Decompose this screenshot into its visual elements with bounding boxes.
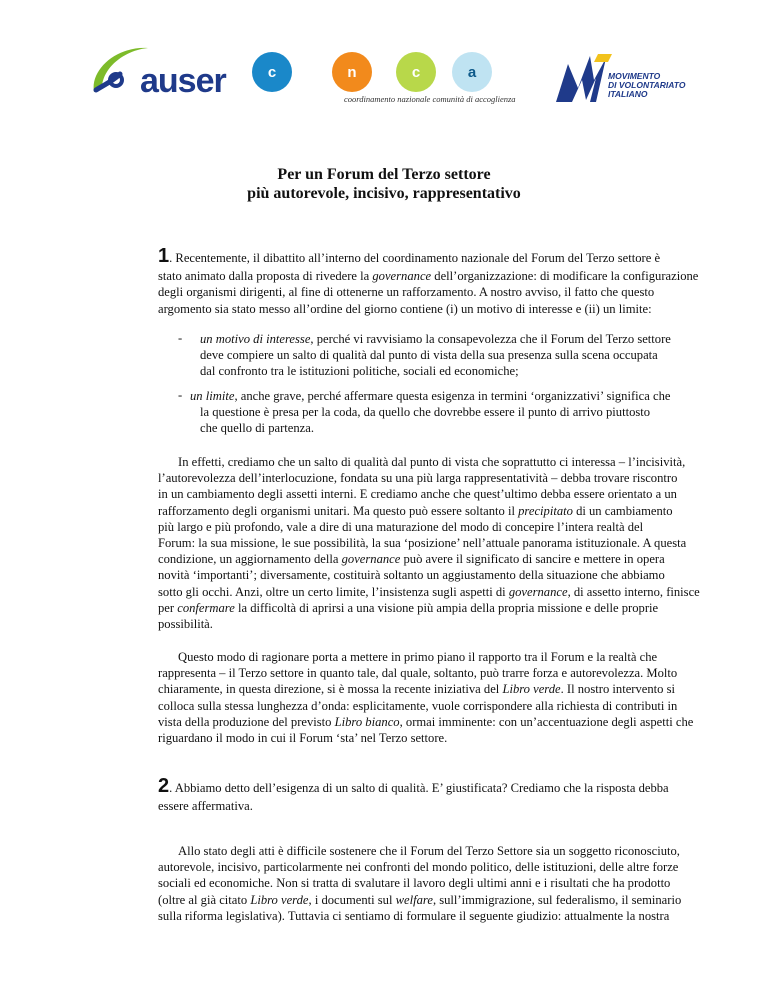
s1p2-governance: governance [341, 552, 401, 567]
s1p2-line9 [158, 584, 700, 600]
section1-paragraph2 [158, 454, 700, 632]
s1p2-l4b: di un cambiamento [572, 503, 673, 518]
section1-number: 1 [158, 245, 170, 267]
bullet2-emph: un limite [190, 389, 235, 403]
s1p3-l3a: chiaramente, in questa direzione, si è mossa la recente iniziativa del [158, 682, 503, 697]
s1p2-l9b: , di assetto interno, finisce [567, 584, 700, 599]
mvi-text-line1: MOVIMENTO [608, 71, 661, 81]
s2p2-l4a: (oltre al già citato [158, 892, 251, 907]
s1p3-l3b: . Il nostro intervento si [560, 682, 676, 697]
s1p2-line4 [158, 503, 673, 519]
s1p2-line7 [158, 551, 665, 567]
s1p3-l5b: , ormai imminente: con un’accentuazione degli aspetti che [399, 714, 694, 729]
bullet1-marker: - [178, 331, 183, 345]
mvi-mark-icon [554, 50, 614, 108]
mvi-text-line2: DI VOLONTARIATO [608, 80, 686, 90]
section2-line1-text: . Abbiamo detto dell’esigenza di un salto di qualità. E’ giustificata? Crediamo che la risposta debba [169, 781, 669, 795]
s1p2-l9a: sotto gli occhi. Anzi, oltre un certo limite, l’insistenza sugli aspetti di [158, 584, 509, 599]
s1p2-l7b: può avere il significato di sancire e mettere in opera [400, 552, 665, 567]
s1p2-line11: possibilità. [158, 617, 213, 632]
section2-line2: essere affermativa. [158, 799, 253, 814]
s2p2-l4c: , sull’immigrazione, sul federalismo, il seminario [432, 892, 682, 907]
section1-line4: argomento sia stato messo all’ordine del giorno contiene (i) un motivo di interesse e (ii) un limite: [158, 301, 652, 316]
s1l2-b: dell’organizzazione: di modificare la configurazione [431, 269, 699, 284]
bullet1-emph: un motivo di interesse [200, 332, 311, 346]
s1p2-line10 [158, 600, 659, 616]
s1p2-confermare: confermare [177, 600, 235, 615]
s1p2-l4a: rafforzamento degli organismi unitari. Ma questo può essere soltanto il [158, 503, 519, 518]
document-title-line1: Per un Forum del Terzo settore [277, 166, 491, 183]
cnca-letter-n: n [332, 52, 372, 92]
section1-line2 [158, 268, 699, 284]
bullet2-marker: - [178, 388, 183, 402]
section2-line1 [158, 775, 669, 797]
section2-intro [158, 775, 669, 814]
s1p3-line5 [158, 714, 694, 730]
s1p2-l10a: per [158, 600, 178, 615]
s2p2-l4b: , i documenti sul [308, 892, 396, 907]
section2-paragraph2 [158, 843, 682, 924]
bullet1 [200, 331, 671, 380]
s1p3-libro-bianco: Libro bianco [334, 714, 400, 729]
bullet2-line2: la questione è presa per la coda, da quello che dovrebbe essere il punto di arrivo piuttosto [200, 405, 651, 420]
s1p2-l10b: la difficoltà di aprirsi a una visione più ampia della propria missione e delle proprie [234, 600, 659, 615]
auser-wordmark: auser [140, 62, 226, 100]
section1-line1-text: . Recentemente, il dibattito all’interno del coordinamento nazionale del Forum del Terzo settore è [169, 251, 661, 265]
s1l2-governance: governance [372, 269, 432, 284]
document-title-line2: più autorevole, incisivo, rappresentativo [247, 185, 521, 202]
bullet2-line3: che quello di partenza. [200, 421, 314, 436]
bullet1-line1-rest: , perché vi ravvisiamo la consapevolezza che il Forum del Terzo settore [310, 332, 671, 346]
s2p2-line2: autorevole, incisivo, particolarmente nei confronti del mondo politico, delle istituzioni, delle altre forze [158, 860, 679, 875]
s1p3-line4: colloca sulla stessa lunghezza d’onda: esplicitamente, vuole corrispondere alla richiesta di contributi in [158, 698, 678, 713]
cnca-caption: coordinamento nazionale comunità di accoglienza [344, 94, 516, 104]
mvi-text-line3: ITALIANO [608, 89, 648, 99]
s1p2-line6: Forum: la sua missione, le sue possibilità, la sua ‘posizione’ nell’attuale panorama istituzionale. A questa [158, 536, 687, 551]
s2p2-libro-verde: Libro verde [250, 892, 309, 907]
cnca-letter-c2: c [396, 52, 436, 92]
section1-paragraph3 [158, 649, 694, 746]
s1p3-line3 [158, 681, 676, 697]
s1p2-line5: più largo e più profondo, vale a dire di una maturazione del modo di concepire l’intera realtà del [158, 519, 644, 534]
mvi-text [608, 72, 704, 99]
s2p2-line5: sulla riforma legislativa). Tuttavia ci sentiamo di formulare il seguente giudizio: attualmente la nostra [158, 908, 670, 923]
section1-line3: degli organismi dirigenti, al fine di ottenerne un rafforzamento. A nostro avviso, il fatto che questo [158, 285, 655, 300]
s2p2-line4 [158, 892, 682, 908]
section2-number: 2 [158, 775, 170, 797]
bullet1-line3: dal confronto tra le istituzioni politiche, sociali ed economiche; [200, 364, 519, 379]
bullet1-line1 [200, 331, 671, 347]
section1-line1 [158, 245, 661, 267]
s1p3-line1: Questo modo di ragionare porta a mettere in primo piano il rapporto tra il Forum e la realtà che [178, 650, 658, 664]
s1p3-libro-verde: Libro verde [502, 682, 561, 697]
s1p2-precipitato: precipitato [518, 503, 573, 518]
bullet1-line2: deve compiere un salto di qualità dal punto di vista della sua presenza sulla scena occupata [200, 348, 658, 363]
s1p2-line1: In effetti, crediamo che un salto di qualità dal punto di vista che soprattutto ci interessa – l’incisività, [178, 455, 686, 469]
s1p2-line8: novità ‘importanti’; diversamente, costituirà soltanto un aggiustamento della situazione che abbiamo [158, 568, 665, 583]
s2p2-welfare: welfare [395, 892, 433, 907]
cnca-letter-c: c [252, 52, 292, 92]
bullet2-line1 [190, 388, 671, 404]
cnca-letter-a: a [452, 52, 492, 92]
s1p2-line3: in un cambiamento degli assetti interni. E crediamo anche che quest’ultimo debba essere orientato a un [158, 487, 677, 502]
auser-logo [86, 40, 246, 100]
s1p2-governance2: governance [508, 584, 568, 599]
bullet2-line1-rest: , anche grave, perché affermare questa esigenza in termini ‘organizzativi’ significa che [234, 389, 671, 403]
cnca-logo [246, 52, 516, 108]
s1l2-a: stato animato dalla proposta di rivedere la [158, 269, 373, 284]
s1p2-line2: l’autorevolezza dell’interlocuzione, fondata su una più larga rappresentatività – debba trovare riscontro [158, 471, 678, 486]
s2p2-line1: Allo stato degli atti è difficile sostenere che il Forum del Terzo Settore sia un soggetto riconosciuto, [178, 844, 680, 858]
s1p3-line2: rappresenta – il Terzo settore in quanto tale, dal quale, soltanto, può trarre forza e autorevolezza. Molto [158, 666, 678, 681]
section1-intro [158, 245, 699, 317]
s2p2-line3: sociali ed economiche. Non si tratta di svalutare il lavoro degli ultimi anni e i risultati che ha prodotto [158, 876, 671, 891]
bullet2 [190, 388, 671, 437]
s1p3-l5a: vista della produzione del previsto [158, 714, 335, 729]
s1p3-line6: riguardano il modo in cui il Forum ‘sta’ nel Terzo settore. [158, 731, 448, 746]
mvi-logo [554, 50, 704, 108]
s1p2-l7a: condizione, un aggiornamento della [158, 552, 342, 567]
